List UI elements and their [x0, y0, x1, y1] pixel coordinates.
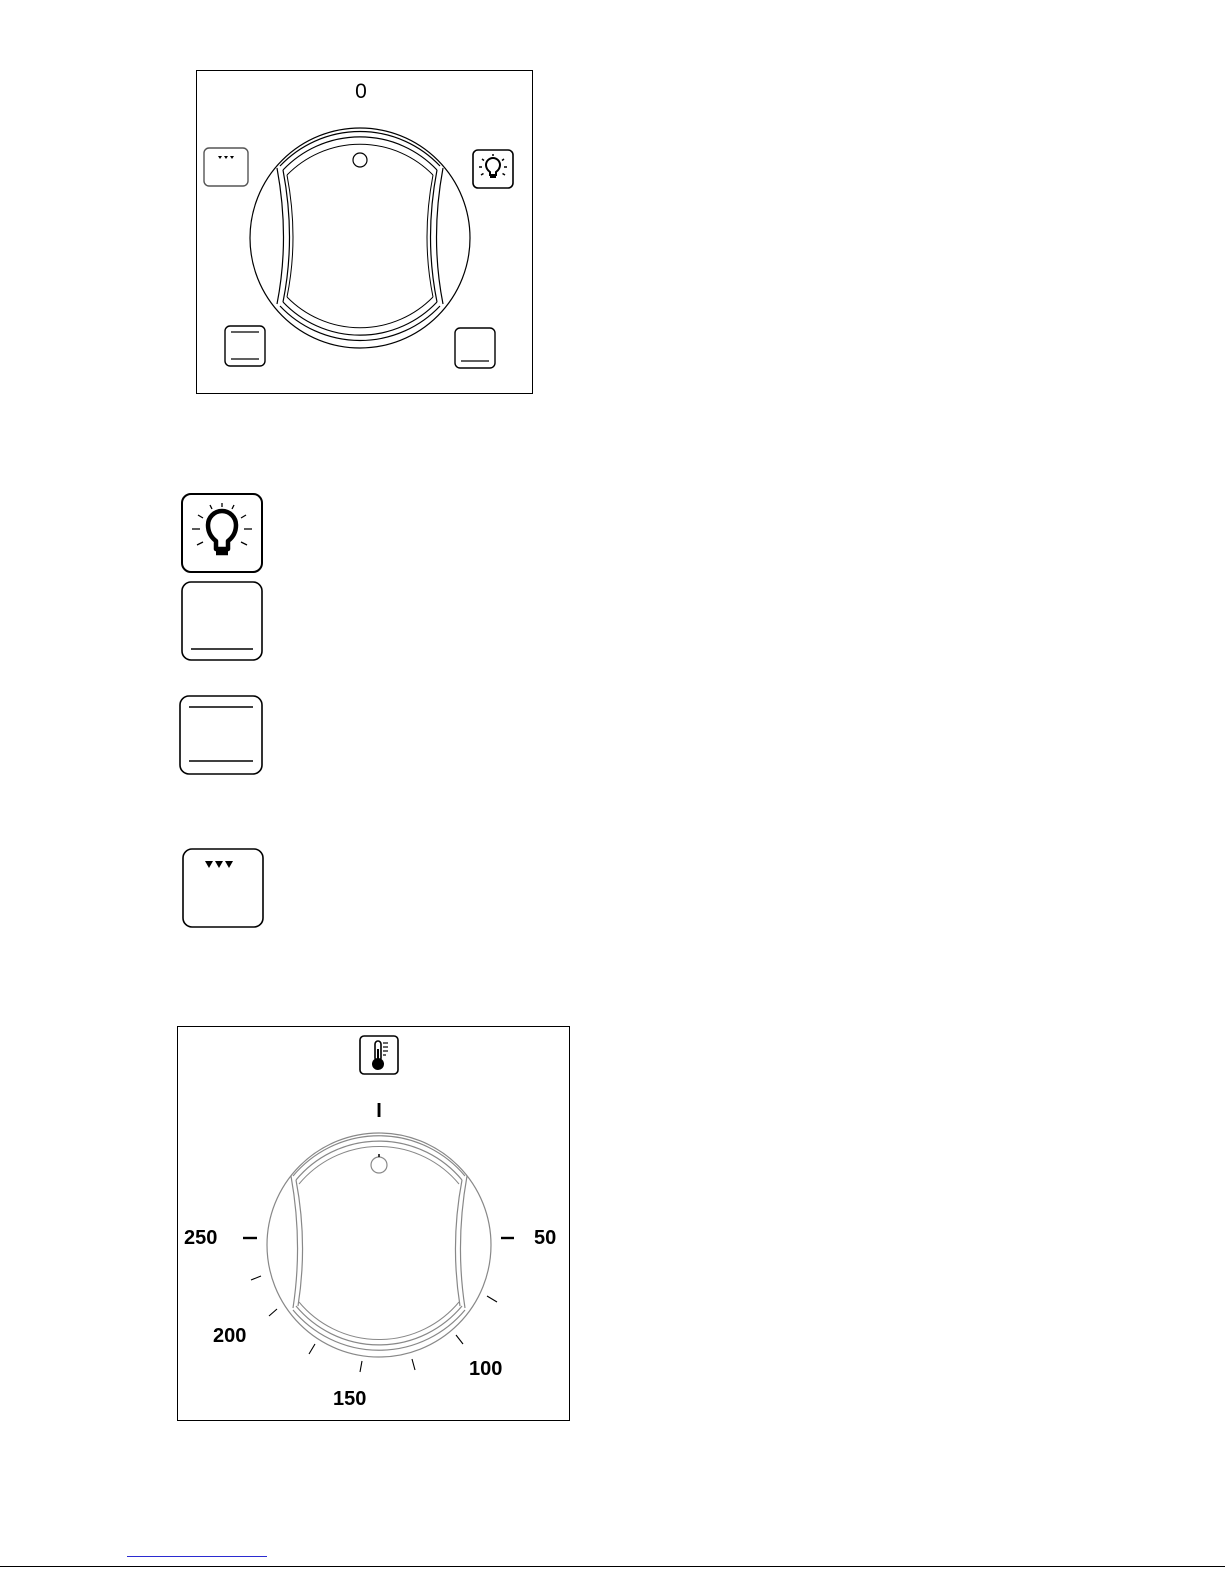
temp-label-150: 150 — [333, 1388, 367, 1410]
function-knob[interactable] — [245, 118, 475, 358]
legend-grill-heat-icon — [182, 848, 264, 928]
temp-label-250: 250 — [184, 1227, 218, 1249]
top-heat-icon — [203, 147, 249, 187]
legend-bottom-heat-icon — [181, 581, 263, 661]
temp-label-50: 50 — [534, 1227, 557, 1249]
zero-position-label: 0 — [355, 80, 367, 103]
top-bottom-heat-icon — [224, 325, 266, 367]
thermostat-scale-ticks — [177, 1026, 570, 1421]
temp-label-100: 100 — [469, 1358, 503, 1380]
oven-light-icon — [472, 149, 514, 189]
legend-top-bottom-heat-icon — [179, 695, 263, 775]
footer-rule — [0, 1566, 1225, 1567]
bottom-heat-icon — [454, 327, 496, 369]
off-mark-label: I — [376, 1100, 382, 1122]
footer-link-underline — [127, 1556, 267, 1557]
legend-oven-light-icon — [181, 493, 263, 573]
temp-label-200: 200 — [213, 1325, 247, 1347]
